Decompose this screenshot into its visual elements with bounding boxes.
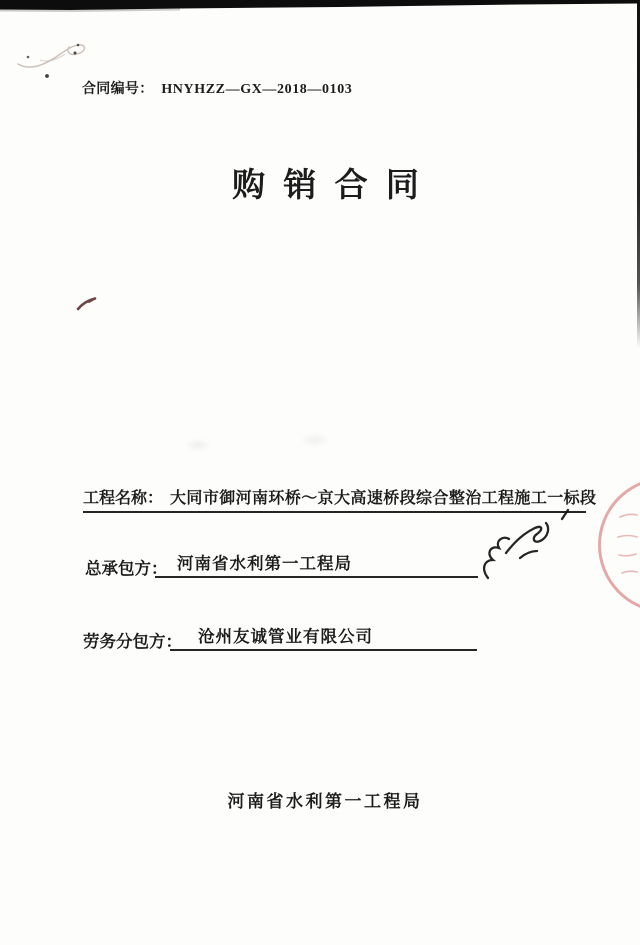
footer-organization: 河南省水利第一工程局 xyxy=(227,792,423,811)
scan-smudge xyxy=(185,438,211,452)
checkmark-annotation xyxy=(76,295,98,313)
field-labor-subcontractor xyxy=(170,623,477,651)
scan-smudge xyxy=(300,432,330,448)
field-label: 工程名称： xyxy=(83,490,164,507)
field-general-contractor xyxy=(155,550,478,578)
red-seal-text-marks xyxy=(612,495,640,595)
contract-number-line xyxy=(82,78,352,98)
scan-top-edge xyxy=(0,0,640,14)
contract-number-value: HNYHZZ—GX—2018—0103 xyxy=(161,82,353,97)
document-title: 购 销 合 同 xyxy=(232,168,424,204)
field-value: 大同市御河南环桥～京大高速桥段综合整治工程施工一标段 xyxy=(170,490,597,507)
field-value: 河南省水利第一工程局 xyxy=(177,554,352,573)
handwritten-signature xyxy=(476,506,572,586)
field-value: 沧州友诚管业有限公司 xyxy=(198,627,373,646)
field-label: 总承包方： xyxy=(85,559,168,578)
field-label: 劳务分包方： xyxy=(83,632,182,651)
contract-number-label: 合同编号： xyxy=(82,82,154,97)
